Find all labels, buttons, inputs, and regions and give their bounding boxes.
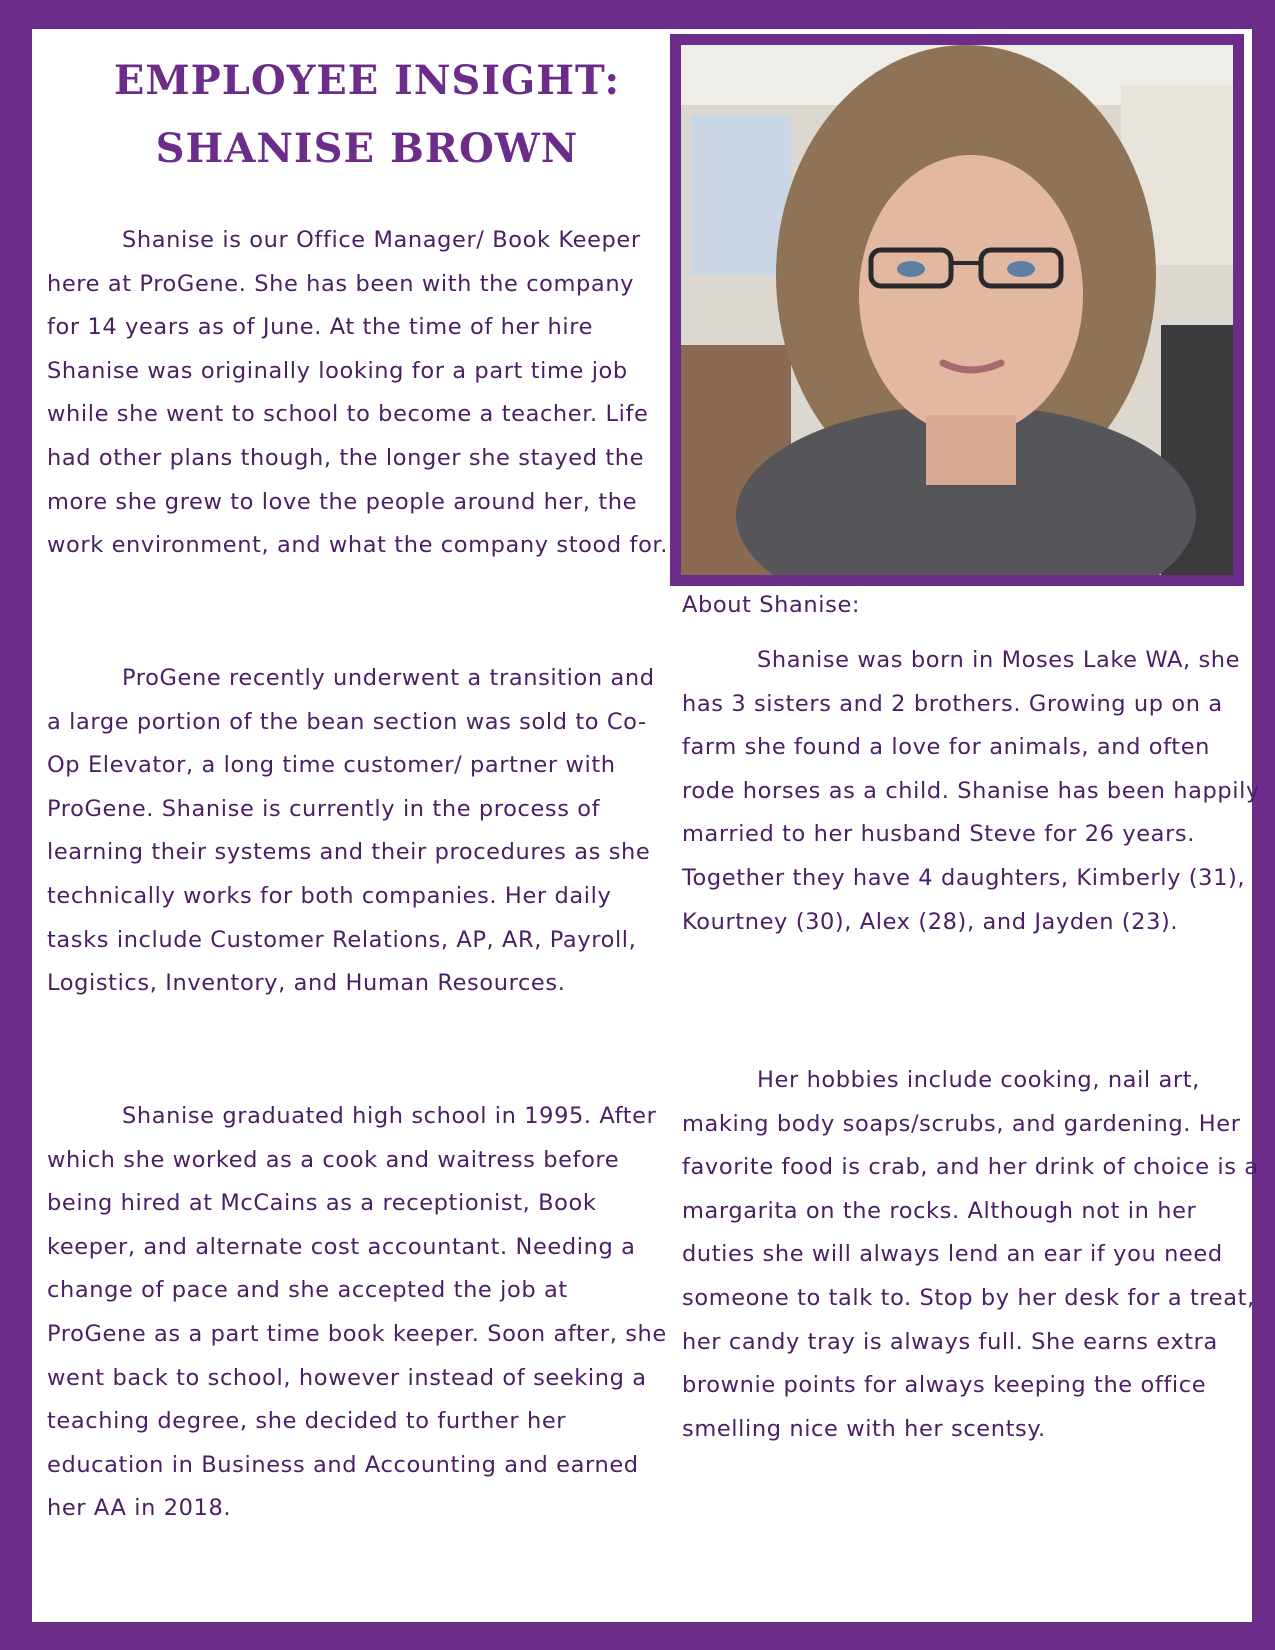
transition-text: ProGene recently underwent a transition and a large portion of the bean section was sold to Co-Op Elevator, a long time customer/ partner with ProGene. Shanise is currently in the process of learning their systems and their procedures as she technically works for both companies. Her daily tasks include Customer Relations, AP, AR, Payroll, Logistics, Inventory, and Human Resources.	[47, 665, 655, 997]
title-line-1: EMPLOYEE INSIGHT:	[113, 57, 621, 104]
about-text-1: Shanise was born in Moses Lake WA, she has 3 sisters and 2 brothers. Growing up on a farm she found a love for animals, and often rode horses as a child. Shanise has been happily married to her husband Steve for 26 years. Together they have 4 daughters, Kimberly (31), Kourtney (30), Alex (28), and Jayden (23).	[682, 647, 1260, 935]
about-heading: About Shanise:	[682, 592, 861, 618]
about-paragraph-1	[682, 639, 1262, 944]
intro-paragraph	[47, 219, 672, 568]
intro-text: Shanise is our Office Manager/ Book Keeper here at ProGene. She has been with the company for 14 years as of June. At the time of her hire Shanise was originally looking for a part time job while she went to school to become a teacher. Life had other plans though, the longer she stayed the more she grew to love the people around her, the work environment, and what the company stood for.	[47, 227, 668, 559]
page-title	[32, 47, 702, 183]
title-line-2: SHANISE BROWN	[155, 125, 579, 172]
about-text-2: Her hobbies include cooking, nail art, making body soaps/scrubs, and gardening. Her favorite food is crab, and her drink of choice is a margarita on the rocks. Although not in her duties she will always lend an ear if you need someone to talk to. Stop by her desk for a treat, her candy tray is always full. She earns extra brownie points for always keeping the office smelling nice with her scentsy.	[682, 1067, 1259, 1442]
portrait-photo-icon	[681, 45, 1233, 575]
portrait-photo	[681, 45, 1233, 575]
about-paragraph-2	[682, 1059, 1262, 1451]
education-paragraph	[47, 1095, 672, 1531]
education-text: Shanise graduated high school in 1995. After which she worked as a cook and waitress before being hired at McCains as a receptionist, Book keeper, and alternate cost accountant. Needing a change of pace and she accepted the job at ProGene as a part time book keeper. Soon after, she went back to school, however instead of seeking a teaching degree, she decided to further her education in Business and Accounting and earned her AA in 2018.	[47, 1103, 667, 1522]
transition-paragraph	[47, 657, 672, 1006]
newsletter-page	[32, 29, 1260, 1622]
photo-frame	[670, 34, 1244, 586]
